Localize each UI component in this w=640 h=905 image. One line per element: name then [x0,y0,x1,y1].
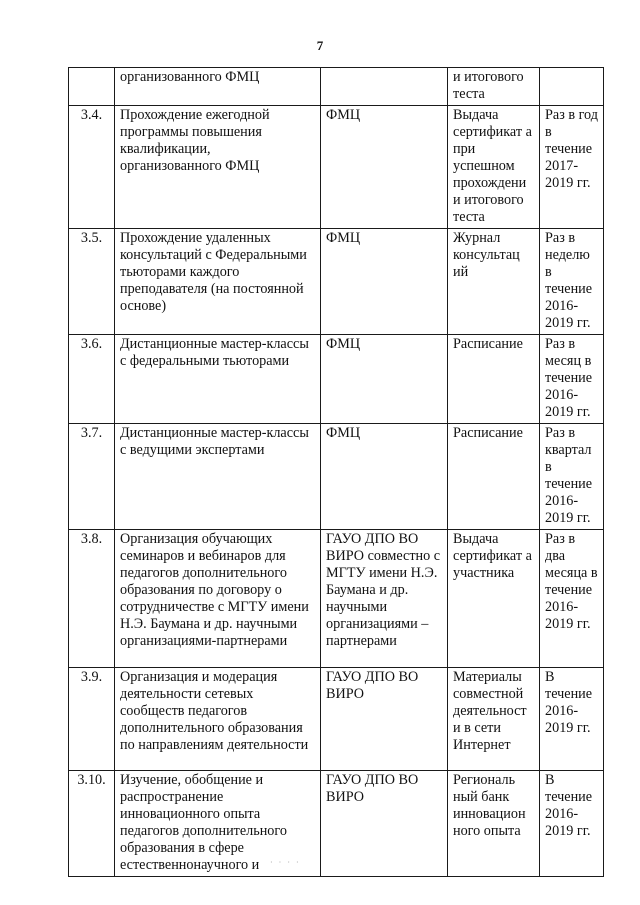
table-row [69,335,604,424]
responsible-cell: ГАУО ДПО ВО ВИРО совместно с МГТУ имени Н.Э. Баумана и др. научными организациями – партнерами [321,530,448,668]
table-row [69,771,604,877]
term-cell: Раз в неделю в течение 2016-2019 гг. [540,229,604,335]
row-number-cell: 3.8. [69,530,115,668]
term-cell: Раз в два месяца в течение 2016-2019 гг. [540,530,604,668]
table-row [69,668,604,771]
activity-cell: Прохождение удаленных консультаций с Федеральными тьюторами каждого преподавателя (на постоянной основе) [115,229,321,335]
table-row [69,229,604,335]
responsible-cell: ФМЦ [321,106,448,229]
row-number-cell: 3.6. [69,335,115,424]
activity-cell: Дистанционные мастер-классы с ведущими экспертами [115,424,321,530]
responsible-cell: ФМЦ [321,335,448,424]
row-number-cell [69,68,115,106]
result-cell: Материалы совместной деятельност и в сети Интернет [448,668,540,771]
result-cell: Выдача сертификат а при успешном прохождени и итогового теста [448,106,540,229]
activity-cell: Организация обучающих семинаров и вебинаров для педагогов дополнительного образования по договору о сотрудничестве с МГТУ имени Н.Э. Баумана и др. научными организациями-партнерами [115,530,321,668]
responsible-cell: ГАУО ДПО ВО ВИРО [321,771,448,877]
responsible-cell: ФМЦ [321,229,448,335]
responsible-cell: ГАУО ДПО ВО ВИРО [321,668,448,771]
row-number-cell: 3.10. [69,771,115,877]
result-cell: Расписание [448,335,540,424]
page-number: 7 [316,38,324,53]
activity-cell: организованного ФМЦ [115,68,321,106]
result-cell: Выдача сертификат а участника [448,530,540,668]
scan-artifact: · · · · [270,858,301,867]
result-cell: Журнал консультац ий [448,229,540,335]
term-cell: В течение 2016-2019 гг. [540,668,604,771]
term-cell [540,68,604,106]
term-cell: Раз в год в течение 2017-2019 гг. [540,106,604,229]
activity-table [68,67,604,877]
table-row [69,424,604,530]
result-cell: Региональ ный банк инновацион ного опыта [448,771,540,877]
table-row [69,106,604,229]
table-row [69,68,604,106]
row-number-cell: 3.7. [69,424,115,530]
table-row [69,530,604,668]
activity-table-body [69,68,604,877]
term-cell: В течение 2016-2019 гг. [540,771,604,877]
activity-cell: Организация и модерация деятельности сетевых сообществ педагогов дополнительного образования по направлениям деятельности [115,668,321,771]
result-cell: и итогового теста [448,68,540,106]
responsible-cell: ФМЦ [321,424,448,530]
row-number-cell: 3.5. [69,229,115,335]
term-cell: Раз в квартал в течение 2016-2019 гг. [540,424,604,530]
term-cell: Раз в месяц в течение 2016-2019 гг. [540,335,604,424]
activity-cell: Дистанционные мастер-классы с федеральными тьюторами [115,335,321,424]
result-cell: Расписание [448,424,540,530]
row-number-cell: 3.9. [69,668,115,771]
row-number-cell: 3.4. [69,106,115,229]
activity-cell: Прохождение ежегодной программы повышения квалификации, организованного ФМЦ [115,106,321,229]
responsible-cell [321,68,448,106]
activity-cell: Изучение, обобщение и распространение инновационного опыта педагогов дополнительного образования в сфере естественнонаучного и [115,771,321,877]
